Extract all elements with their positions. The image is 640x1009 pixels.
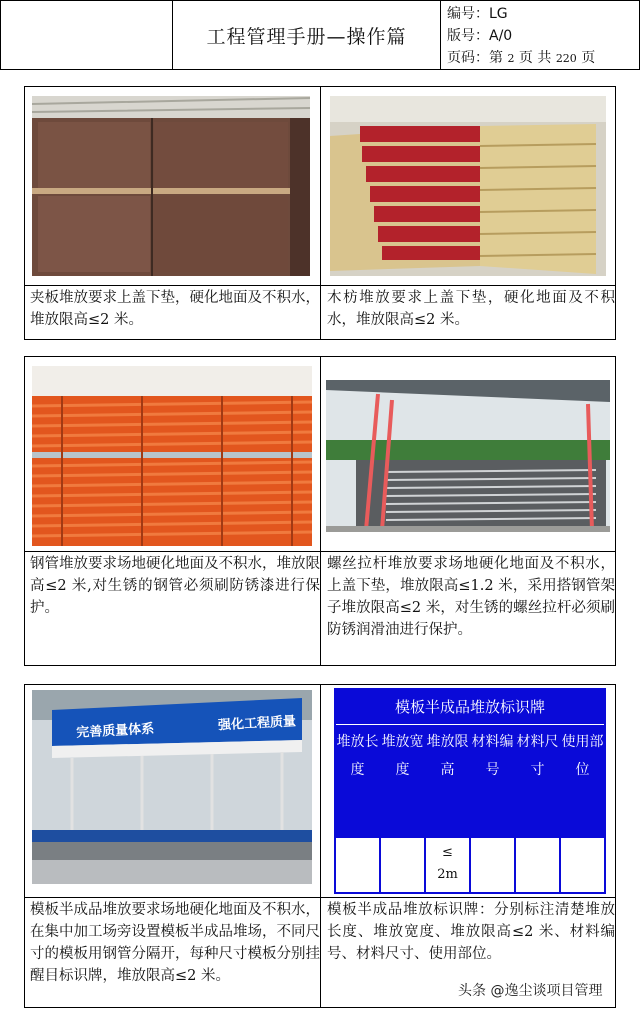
sign-col-width: 堆放宽度 <box>381 734 424 778</box>
source-watermark: 头条 @逸尘谈项目管理 <box>458 983 603 999</box>
sign-value-width <box>381 838 424 892</box>
page-number: 2 <box>507 52 515 65</box>
sign-col-length: 堆放长度 <box>336 734 379 778</box>
banner-right-text: 强化工程质量 <box>217 713 297 733</box>
limit-symbol: ≤ <box>442 845 453 860</box>
banner-left-text: 完善质量体系 <box>75 721 155 741</box>
limit-value: 2m <box>437 867 458 882</box>
sign-value-material-code <box>471 838 514 892</box>
sign-col-height-limit: 堆放限高 <box>426 734 469 778</box>
sign-title: 模板半成品堆放标识牌 <box>394 697 545 716</box>
caption-sign-board: 模板半成品堆放标识牌：分别标注清楚堆放长度、堆放宽度、堆放限高≤2 米、材料编号、材料尺寸、使用部位。 <box>327 902 615 962</box>
header-logo-cell <box>1 1 173 69</box>
caption-plywood: 夹板堆放要求上盖下垫，硬化地面及不积水，堆放限高≤2 米。 <box>30 290 320 328</box>
tie-rod-shelter-photo <box>326 380 610 532</box>
header-title: 工程管理手册—操作篇 <box>173 1 441 69</box>
caption-steel-pipe: 钢管堆放要求场地硬化地面及不积水，堆放限高≤2 米,对生锈的钢管必须刷防锈漆进行保护。 <box>30 556 320 616</box>
formwork-storage-shed-photo <box>32 690 312 884</box>
steel-pipe-stack-photo <box>32 366 312 546</box>
plywood-stack-photo <box>32 96 310 276</box>
divider <box>320 684 321 1008</box>
document-header <box>0 0 640 70</box>
caption-tie-rod: 螺丝拉杆堆放要求场地硬化地面及不积水，上盖下垫，堆放限高≤1.2 米，采用搭钢管架子堆放限高≤2 米，对生锈的螺丝拉杆必须刷防锈润滑油进行保护。 <box>327 556 615 638</box>
sign-col-usage-location: 使用部位 <box>561 734 604 778</box>
sign-value-material-size <box>516 838 559 892</box>
doc-code: 编号：LG <box>447 6 508 22</box>
page-total: 220 <box>555 52 577 65</box>
timber-stack-photo <box>330 96 606 276</box>
sign-value-length <box>336 838 379 892</box>
caption-timber: 木枋堆放要求上盖下垫，硬化地面及不积水，堆放限高≤2 米。 <box>327 290 615 328</box>
page-counter: 页码：第 2 页 共 220 页 <box>447 50 596 66</box>
doc-version: 版号：A/0 <box>447 28 513 44</box>
sign-value-height-limit <box>426 838 469 892</box>
divider <box>336 724 604 725</box>
divider <box>24 897 616 898</box>
divider <box>24 551 616 552</box>
header-meta <box>441 1 639 69</box>
sign-col-material-size: 材料尺寸 <box>516 734 559 778</box>
sign-col-material-code: 材料编号 <box>471 734 514 778</box>
sign-value-usage-location <box>561 838 604 892</box>
divider <box>24 285 616 286</box>
caption-semi-finished-storage: 模板半成品堆放要求场地硬化地面及不积水，在集中加工场旁设置模板半成品堆场，不同尺寸的模板用钢管分隔开，每种尺寸模板分别挂醒目标识牌，堆放限高≤2 米。 <box>30 902 320 984</box>
